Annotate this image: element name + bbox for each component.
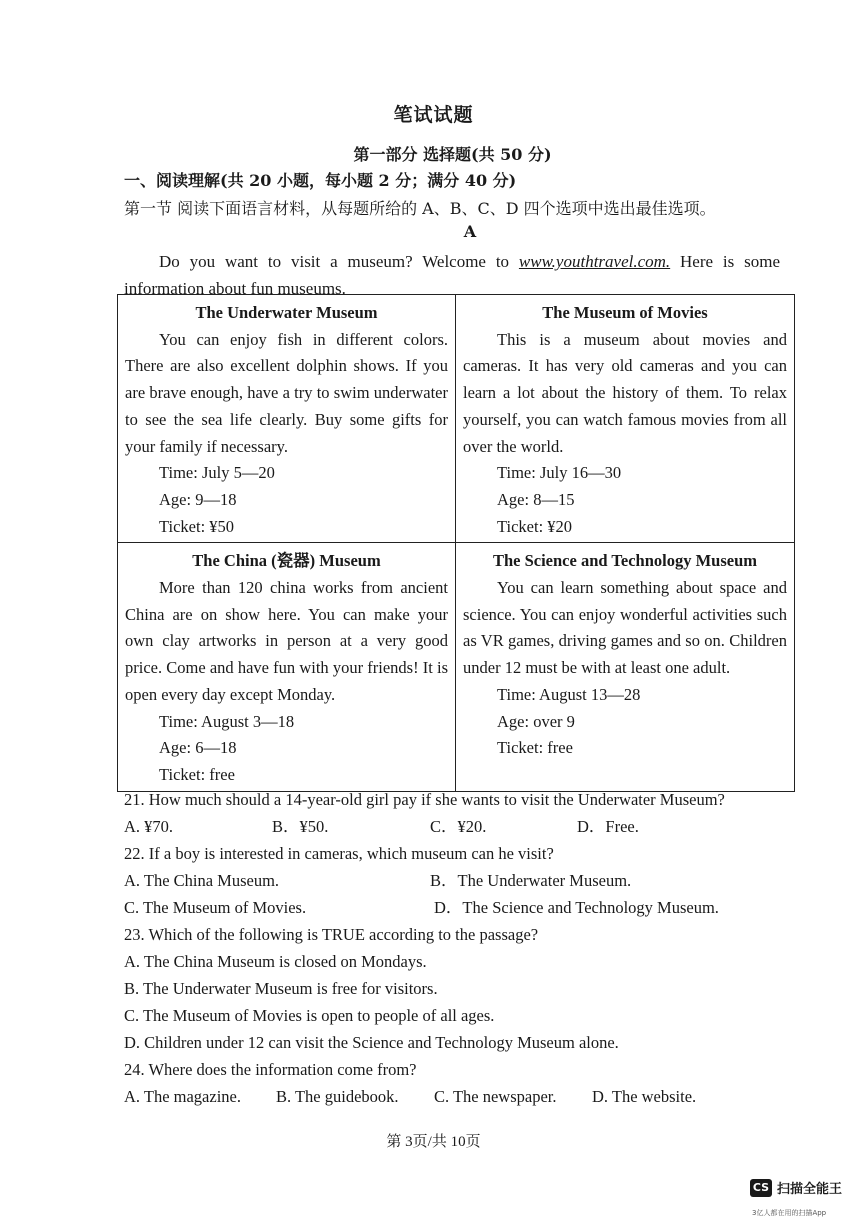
museum-ticket: Ticket: free	[497, 738, 573, 758]
museum-cell-movies	[456, 295, 795, 543]
option-b: B. The Underwater Museum is free for visitors.	[124, 979, 438, 998]
museum-name: The Science and Technology Museum	[492, 551, 758, 571]
museum-cell-china	[118, 543, 456, 791]
option-a: A. ¥70.	[124, 817, 174, 836]
option-d: D．Free.	[577, 817, 639, 836]
question-options	[124, 1083, 804, 1110]
option-a: A. The China Museum is closed on Mondays.	[124, 952, 427, 971]
subsection-instructions: 第一节 阅读下面语言材料，从每题所给的 A、B、C、D 四个选项中选出最佳选项。	[124, 199, 716, 218]
museum-name: The Underwater Museum	[195, 303, 378, 322]
museum-age: Age: over 9	[497, 711, 575, 731]
option-a: A. The China Museum.	[124, 871, 280, 890]
option-c: C. The Museum of Movies is open to people of all ages.	[124, 1006, 495, 1025]
museum-description: This is a museum about movies and cameras. It has very old cameras and you can learn a lot about the history of them. To relax yourself, you can watch famous movies from all over the world.	[463, 329, 787, 456]
museum-ticket: Ticket: ¥50	[159, 516, 235, 536]
option-d: D. The website.	[592, 1087, 697, 1106]
museum-ticket: Ticket: ¥20	[497, 516, 573, 536]
camscanner-logo-icon: CS	[750, 1179, 772, 1197]
option-c: C. The newspaper.	[434, 1087, 557, 1106]
option-d: D．The Science and Technology Museum.	[434, 898, 719, 917]
museum-table	[117, 294, 795, 792]
intro-text-start: Do you want to visit a museum? Welcome to	[159, 252, 519, 271]
website-link: www.youthtravel.com.	[518, 252, 671, 271]
museum-age: Age: 9—18	[159, 489, 237, 509]
passage-letter: A	[463, 222, 477, 241]
question-list	[124, 786, 804, 1110]
museum-age: Age: 6—18	[159, 738, 237, 758]
museum-age: Age: 8—15	[497, 489, 575, 509]
option-c: C. The Museum of Movies.	[124, 898, 307, 917]
question-options	[124, 894, 804, 921]
museum-cell-science	[456, 543, 795, 791]
museum-name: The Museum of Movies	[542, 303, 708, 322]
museum-description: You can learn something about space and science. You can enjoy wonderful activities such as VR games, driving games and so on. Children under 12 must be with at least one adult.	[463, 578, 787, 678]
museum-cell-underwater	[118, 295, 456, 543]
option-a: A. The magazine.	[124, 1087, 241, 1106]
museum-description: More than 120 china works from ancient China are on show here. You can make your own clay artworks in person at a very good price. Come and have fun with your friends! It is open every day except Monday.	[125, 578, 448, 704]
option-d: D. Children under 12 can visit the Science and Technology Museum alone.	[124, 1033, 619, 1052]
page-title: 笔试试题	[393, 104, 474, 126]
museum-time: Time: August 13—28	[497, 684, 641, 704]
museum-name: The China (瓷器) Museum	[192, 551, 381, 571]
option-b: B．The Underwater Museum.	[430, 871, 632, 890]
museum-time: Time: July 16—30	[497, 463, 622, 483]
option-b: B．¥50.	[272, 817, 329, 836]
part-heading: 第一部分 选择题(共 50 分)	[353, 145, 552, 164]
question-stem: 24. Where does the information come from?	[124, 1060, 417, 1079]
question-options	[124, 813, 804, 840]
intro-text-end: Here is some information about fun museums.	[124, 252, 780, 298]
option-c: C．¥20.	[430, 817, 487, 836]
option-b: B. The guidebook.	[276, 1087, 399, 1106]
question-stem: 23. Which of the following is TRUE according to the passage?	[124, 925, 539, 944]
scanner-watermark	[750, 1178, 842, 1197]
museum-time: Time: August 3—18	[159, 711, 295, 731]
scanner-tagline: 3亿人都在用的扫描App	[752, 1209, 827, 1217]
question-stem: 21. How much should a 14-year-old girl pay if she wants to visit the Underwater Museum?	[124, 790, 725, 809]
museum-time: Time: July 5—20	[159, 463, 275, 483]
museum-description: You can enjoy fish in different colors. There are also excellent dolphin shows. If you are brave enough, have a try to swim underwater to see the sea life clearly. Buy some gifts for your family if necessary.	[125, 329, 448, 456]
museum-ticket: Ticket: free	[159, 764, 235, 784]
question-options	[124, 867, 804, 894]
page-number: 第 3页/共 10页	[386, 1134, 481, 1150]
section-heading: 一、阅读理解(共 20 小题，每小题 2 分；满分 40 分)	[124, 171, 517, 190]
question-stem: 22. If a boy is interested in cameras, which museum can he visit?	[124, 844, 554, 863]
scanner-app-name: 扫描全能王	[777, 1182, 843, 1197]
